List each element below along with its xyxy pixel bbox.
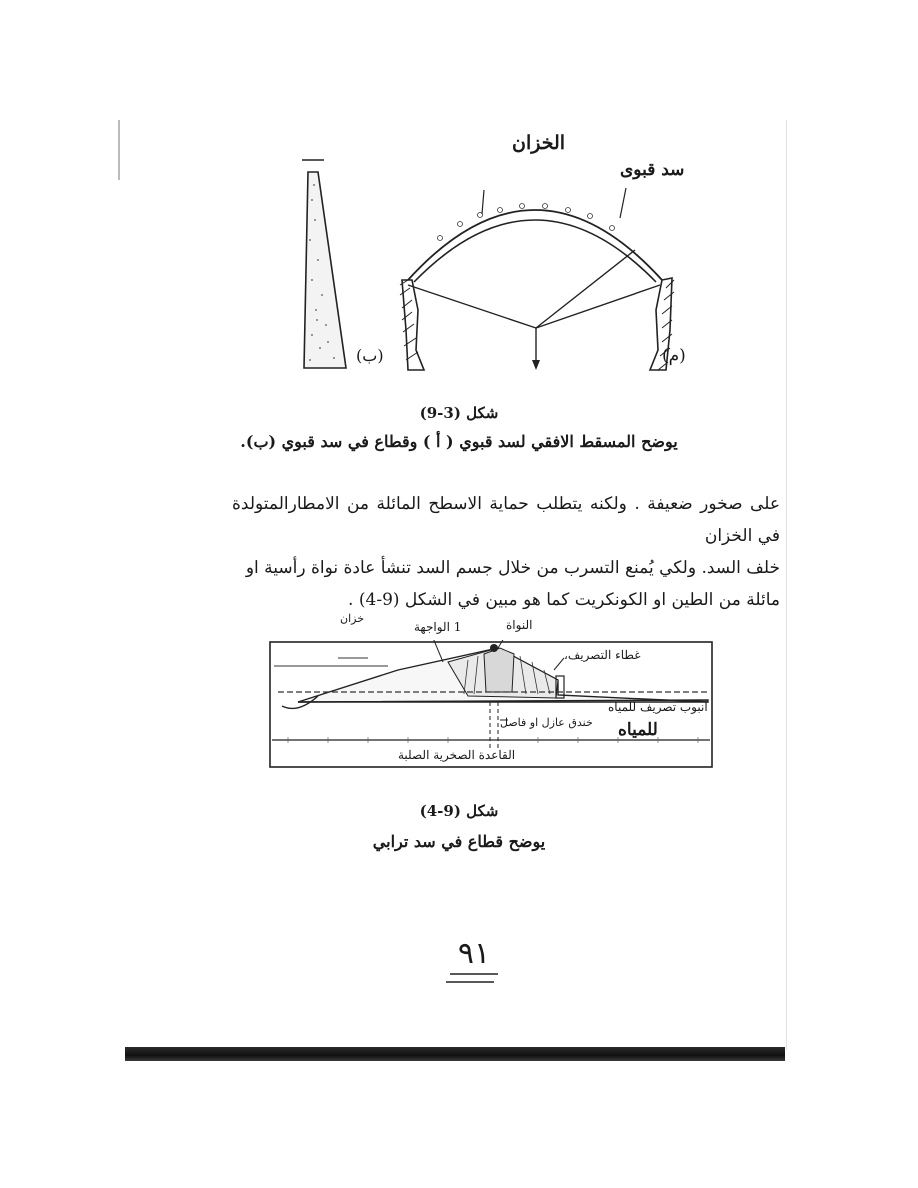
figure2-caption-number: شكل (9-4) (419, 802, 499, 820)
arch-dam-drawing (290, 120, 710, 380)
label-drain-cover: غطاء التصريف، (564, 648, 641, 662)
label-arch-dam: سد قبوى (620, 160, 685, 180)
label-plan-a: (م) (662, 346, 686, 366)
paragraph-line-3: مائلة من الطين او الكونكريت كما هو مبين في الشكل (9-4) . (348, 590, 780, 610)
figure1-caption-text: يوضح المسقط الافقي لسد قبوي ( أ ) وقطاع في سد قبوي (ب). (240, 432, 678, 451)
figure2-caption-text: يوضح قطاع في سد ترابي (372, 832, 546, 851)
label-section-b: (ب) (356, 346, 384, 365)
paragraph-line-1: على صخور ضعيفة . ولكنه يتطلب حماية الاسطح المائلة من الامطارالمتولدة في الخزان (232, 494, 780, 546)
label-core: النواة (506, 618, 533, 632)
label-reservoir-2: خزان (340, 612, 365, 625)
scan-edge-mark (118, 120, 120, 180)
paragraph-line-2: خلف السد. ولكي يُمنع التسرب من خلال جسم السد تنشأ عادة نواة رأسية او (245, 558, 780, 578)
page-number-underline (438, 970, 510, 990)
label-reservoir: الخزان (512, 132, 566, 154)
label-face: 1 الواجهة (414, 620, 462, 634)
dam-section-shape (304, 172, 346, 368)
body-paragraph (232, 488, 780, 616)
label-water: للمياه (618, 720, 658, 740)
page-number: ٩١ (457, 936, 491, 971)
label-trench: خندق عازل او فاصل (500, 716, 593, 729)
scan-bottom-bar (125, 1047, 785, 1061)
scan-edge-line (786, 120, 787, 1050)
figure1-caption-number: شكل (3-9) (419, 404, 499, 422)
label-bedrock: القاعدة الصخرية الصلبة (398, 748, 516, 762)
label-drain-pipe: انبوب تصريف للمياه (608, 700, 708, 714)
